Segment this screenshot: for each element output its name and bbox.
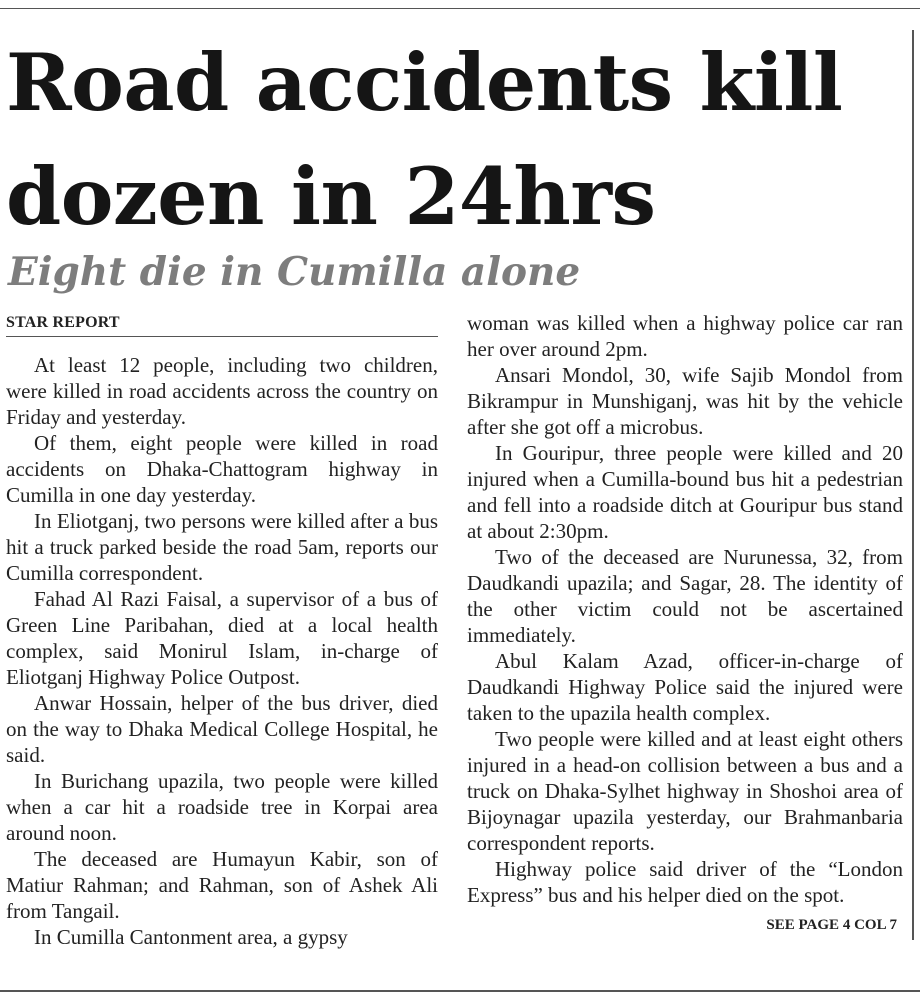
paragraph: Of them, eight people were killed in road accidents on Dhaka-Chattogram highway in Cumilla in one day yesterday. [6,431,438,507]
subheadline: Eight die in Cumilla alone [8,249,581,295]
article-column-right [467,310,903,938]
paragraph: Ansari Mondol, 30, wife Sajib Mondol from Bikrampur in Munshiganj, was hit by the vehicle after she got off a microbus. [467,363,903,439]
paragraph: Abul Kalam Azad, officer-in-charge of Daudkandi Highway Police said the injured were taken to the upazila health complex. [467,649,903,725]
byline: STAR REPORT [6,310,438,337]
article-column-left [6,310,438,950]
paragraph-continuation: woman was killed when a highway police car ran her over around 2pm. [467,311,903,361]
paragraph: In Cumilla Cantonment area, a gypsy [34,925,348,949]
paragraph: Anwar Hossain, helper of the bus driver, died on the way to Dhaka Medical College Hospital, he said. [6,691,438,767]
paragraph: Two of the deceased are Nurunessa, 32, from Daudkandi upazila; and Sagar, 28. The identity of the other victim could not be ascertained immediately. [467,545,903,647]
paragraph: Highway police said driver of the “London Express” bus and his helper died on the spot. [467,857,903,907]
paragraph: In Eliotganj, two persons were killed after a bus hit a truck parked beside the road 5am, reports our Cumilla correspondent. [6,509,438,585]
paragraph: Fahad Al Razi Faisal, a supervisor of a bus of Green Line Paribahan, died at a local health complex, said Monirul Islam, in-charge of Eliotganj Highway Police Outpost. [6,587,438,689]
column-edge-rule [912,30,914,940]
paragraph: At least 12 people, including two children, were killed in road accidents across the country on Friday and yesterday. [6,353,438,429]
top-rule [0,8,920,9]
paragraph: In Burichang upazila, two people were killed when a car hit a roadside tree in Korpai area around noon. [6,769,438,845]
paragraph: The deceased are Humayun Kabir, son of Matiur Rahman; and Rahman, son of Ashek Ali from Tangail. [6,847,438,923]
headline: Road accidents kill dozen in 24hrs [6,36,843,243]
bottom-rule [0,990,920,992]
paragraph: Two people were killed and at least eight others injured in a head-on collision between a bus and a truck on Dhaka-Sylhet highway in Shoshoi area of Bijoynagar upazila yesterday, our Brahmanbaria correspondent reports. [467,727,903,855]
jump-line: SEE PAGE 4 COL 7 [766,917,897,933]
paragraph: In Gouripur, three people were killed and 20 injured when a Cumilla-bound bus hit a pedestrian and fell into a roadside ditch at Gouripur bus stand at about 2:30pm. [467,441,903,543]
